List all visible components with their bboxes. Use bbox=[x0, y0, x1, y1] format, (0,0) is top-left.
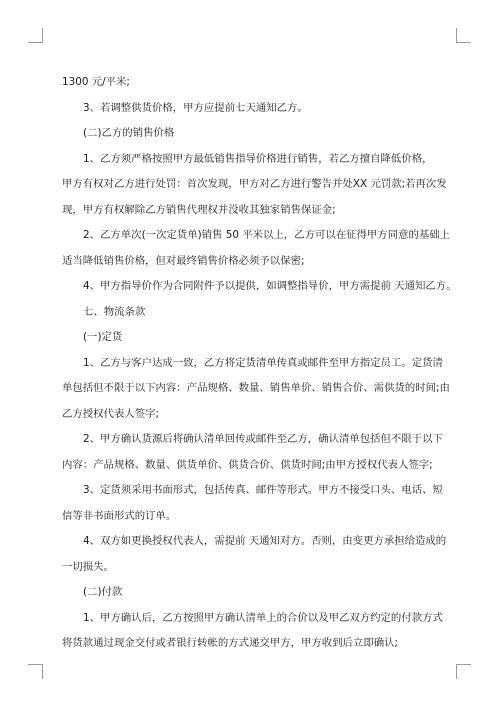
crop-mark-top-right bbox=[456, 28, 471, 43]
text-line: 单包括但不限于以下内容：产品规格、数量、销售单价、销售合价、需供货的时间;由 bbox=[62, 382, 450, 394]
text-line: 1、乙方与客户达成一致，乙方将定货清单传真或邮件至甲方指定员工。定货清 bbox=[83, 356, 443, 369]
text-line: 现，甲方有权解除乙方销售代理权并没收其独家销售保证金; bbox=[62, 203, 336, 216]
crop-mark-top-left bbox=[28, 28, 43, 43]
text-line: (二)乙方的销售价格 bbox=[83, 127, 175, 139]
crop-mark-bottom-right bbox=[456, 664, 471, 679]
text-line: 七、物流条款 bbox=[83, 305, 146, 318]
text-line: 4、甲方指导价作为合同附件予以提供，如调整指导价，甲方需提前 天通知乙方。 bbox=[83, 280, 457, 292]
text-line: 4、双方如更换授权代表人，需提前 天通知对方。否则，由变更方承担给造成的 bbox=[83, 535, 447, 547]
text-line: 1300 元/平米; bbox=[62, 76, 130, 88]
document-body bbox=[62, 70, 457, 657]
text-line: 2、乙方单次(一次定货单)销售 50 平米以上，乙方可以在征得甲方同意的基础上 bbox=[83, 229, 451, 241]
text-line: 乙方授权代表人签字; bbox=[62, 407, 160, 420]
text-line: 内容：产品规格、数量、供货单价、供货合价、供货时间;由甲方授权代表人签字; bbox=[62, 458, 433, 471]
text-line: 甲方有权对乙方进行处罚：首次发现，甲方对乙方进行警告并处XX 元罚款;若再次发 bbox=[62, 178, 447, 190]
text-line: 信等非书面形式的订单。 bbox=[62, 509, 177, 522]
text-line: (一)定货 bbox=[83, 331, 123, 343]
text-line: 1、乙方须严格按照甲方最低销售指导价格进行销售，若乙方擅自降低价格， bbox=[83, 152, 433, 165]
text-line: 3、定货须采用书面形式，包括传真、邮件等形式。甲方不接受口头、电话、短 bbox=[83, 484, 443, 496]
text-line: 1、甲方确认后，乙方按照甲方确认清单上的合价以及甲乙双方约定的付款方式 bbox=[83, 611, 443, 624]
text-line: 一切损失。 bbox=[62, 560, 114, 573]
text-line: 将货款通过现金交付或者银行转帐的方式递交甲方，甲方收到后立即确认; bbox=[62, 637, 398, 649]
text-line: 适当降低销售价格，但对最终销售价格必须予以保密; bbox=[62, 254, 305, 267]
crop-mark-bottom-left bbox=[28, 664, 43, 679]
text-line: 3、若调整供货价格，甲方应提前七天通知乙方。 bbox=[83, 101, 308, 114]
text-line: (二)付款 bbox=[83, 586, 123, 598]
text-line: 2、甲方确认货源后将确认清单回传或邮件至乙方，确认清单包括但不限于以下 bbox=[83, 433, 443, 445]
